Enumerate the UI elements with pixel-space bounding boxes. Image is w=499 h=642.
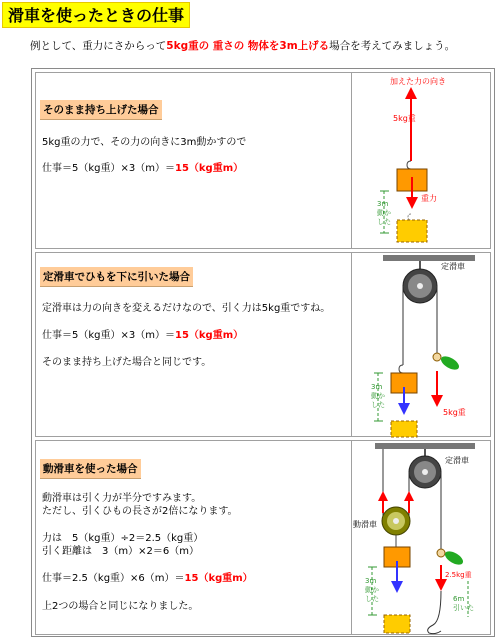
- force-calc-line: 力は 5（kg重）÷2＝2.5（kg重）: [42, 533, 204, 544]
- figure-lift-directly: [353, 73, 490, 248]
- equation-text: 仕事＝5（kg重）×3（m）＝: [42, 163, 175, 174]
- gravity-arrow-icon: [406, 197, 418, 209]
- pull-force-label: 2.5kg重: [445, 571, 472, 579]
- pulled-label: 引いた: [453, 604, 474, 612]
- moved-label-2: した: [365, 595, 379, 603]
- equation-result: 15（kg重m）: [174, 163, 244, 174]
- equation-result: 15（kg重m）: [184, 573, 253, 584]
- fixed-pulley-label: 定滑車: [445, 456, 469, 465]
- work-equation: [42, 159, 243, 174]
- pull-force-label: 5kg重: [443, 408, 466, 417]
- distance-label: 3m: [377, 200, 389, 208]
- down-arrow-icon: [398, 403, 410, 415]
- ceiling: [383, 255, 475, 261]
- section-lift-directly: [35, 72, 491, 249]
- up-arrow-icon: [405, 87, 417, 99]
- movable-pulley-diagram: [353, 441, 490, 636]
- hand-icon: [433, 353, 441, 361]
- content-table: [31, 68, 495, 637]
- figure-fixed-pulley: [353, 253, 490, 436]
- work-equation: [42, 326, 243, 341]
- intro-text: [30, 38, 455, 53]
- force-value-label: 5kg重: [393, 114, 416, 123]
- explanation-line: 5kg重の力で、その力の向きに3m動かすので: [42, 137, 247, 148]
- sleeve-icon: [439, 354, 461, 373]
- pull-arrow-icon: [435, 579, 447, 591]
- fixed-pulley-diagram: [353, 253, 490, 438]
- section-text: [36, 441, 352, 634]
- equation-text: 仕事＝2.5（kg重）×6（m）＝: [42, 573, 185, 584]
- figure-movable-pulley: [353, 441, 490, 634]
- section-heading: 動滑車を使った場合: [40, 459, 141, 479]
- intro-suffix: 場合を考えてみましょう。: [329, 40, 456, 52]
- distance-label: 3m: [365, 577, 377, 585]
- moved-label-1: 動か: [365, 586, 379, 594]
- movable-pulley-label: 動滑車: [353, 520, 377, 529]
- explanation-line: ただし、引くひもの長さが2倍になります。: [42, 506, 238, 517]
- moved-label-2: した: [371, 401, 385, 409]
- hook-icon: [407, 161, 411, 169]
- pull-arrow-icon: [431, 395, 443, 407]
- distance-calc-line: 引く距離は 3（m）×2＝6（m）: [42, 546, 199, 557]
- explanation-line: 動滑車は引く力が半分ですみます。: [42, 493, 202, 504]
- start-position-box: [397, 220, 427, 242]
- moved-label-2: した: [377, 218, 391, 226]
- up-arrow-icon: [378, 491, 388, 501]
- section-fixed-pulley: [35, 252, 491, 437]
- comparison-line: そのまま持ち上げた場合と同じです。: [42, 357, 212, 368]
- rope-slack: [428, 591, 441, 634]
- conclusion-line: 上2つの場合と同じになりました。: [42, 601, 199, 612]
- start-position-box: [384, 615, 410, 633]
- section-text: [36, 73, 352, 248]
- pull-distance-label: 6m: [453, 595, 465, 603]
- section-heading: そのまま持ち上げた場合: [40, 100, 162, 120]
- intro-highlight: 5kg重の 重さの 物体を3m上げる: [166, 40, 330, 52]
- intro-prefix: 例として、重力にさからって: [30, 40, 167, 52]
- section-heading: 定滑車でひもを下に引いた場合: [40, 267, 193, 287]
- moved-label-1: 動か: [371, 392, 385, 400]
- gravity-label: 重力: [421, 194, 437, 203]
- work-equation: [42, 569, 253, 584]
- down-arrow-icon: [391, 581, 403, 593]
- section-text: [36, 253, 352, 436]
- force-direction-label: 加えた力の向き: [390, 77, 446, 86]
- equation-result: 15（kg重m）: [174, 330, 244, 341]
- equation-text: 仕事＝5（kg重）×3（m）＝: [42, 330, 175, 341]
- fixed-pulley-label: 定滑車: [441, 262, 465, 271]
- ceiling: [375, 443, 475, 449]
- hand-icon: [437, 549, 445, 557]
- up-arrow-icon: [404, 491, 414, 501]
- page-title: 滑車を使ったときの仕事: [2, 2, 190, 28]
- sleeve-icon: [443, 549, 465, 568]
- explanation-line: 定滑車は力の向きを変えるだけなので、引く力は5kg重ですね。: [42, 303, 331, 314]
- distance-label: 3m: [371, 383, 383, 391]
- moved-label-1: 動か: [377, 209, 391, 217]
- lift-diagram: [353, 73, 490, 250]
- section-movable-pulley: [35, 440, 491, 635]
- start-position-box: [391, 421, 417, 437]
